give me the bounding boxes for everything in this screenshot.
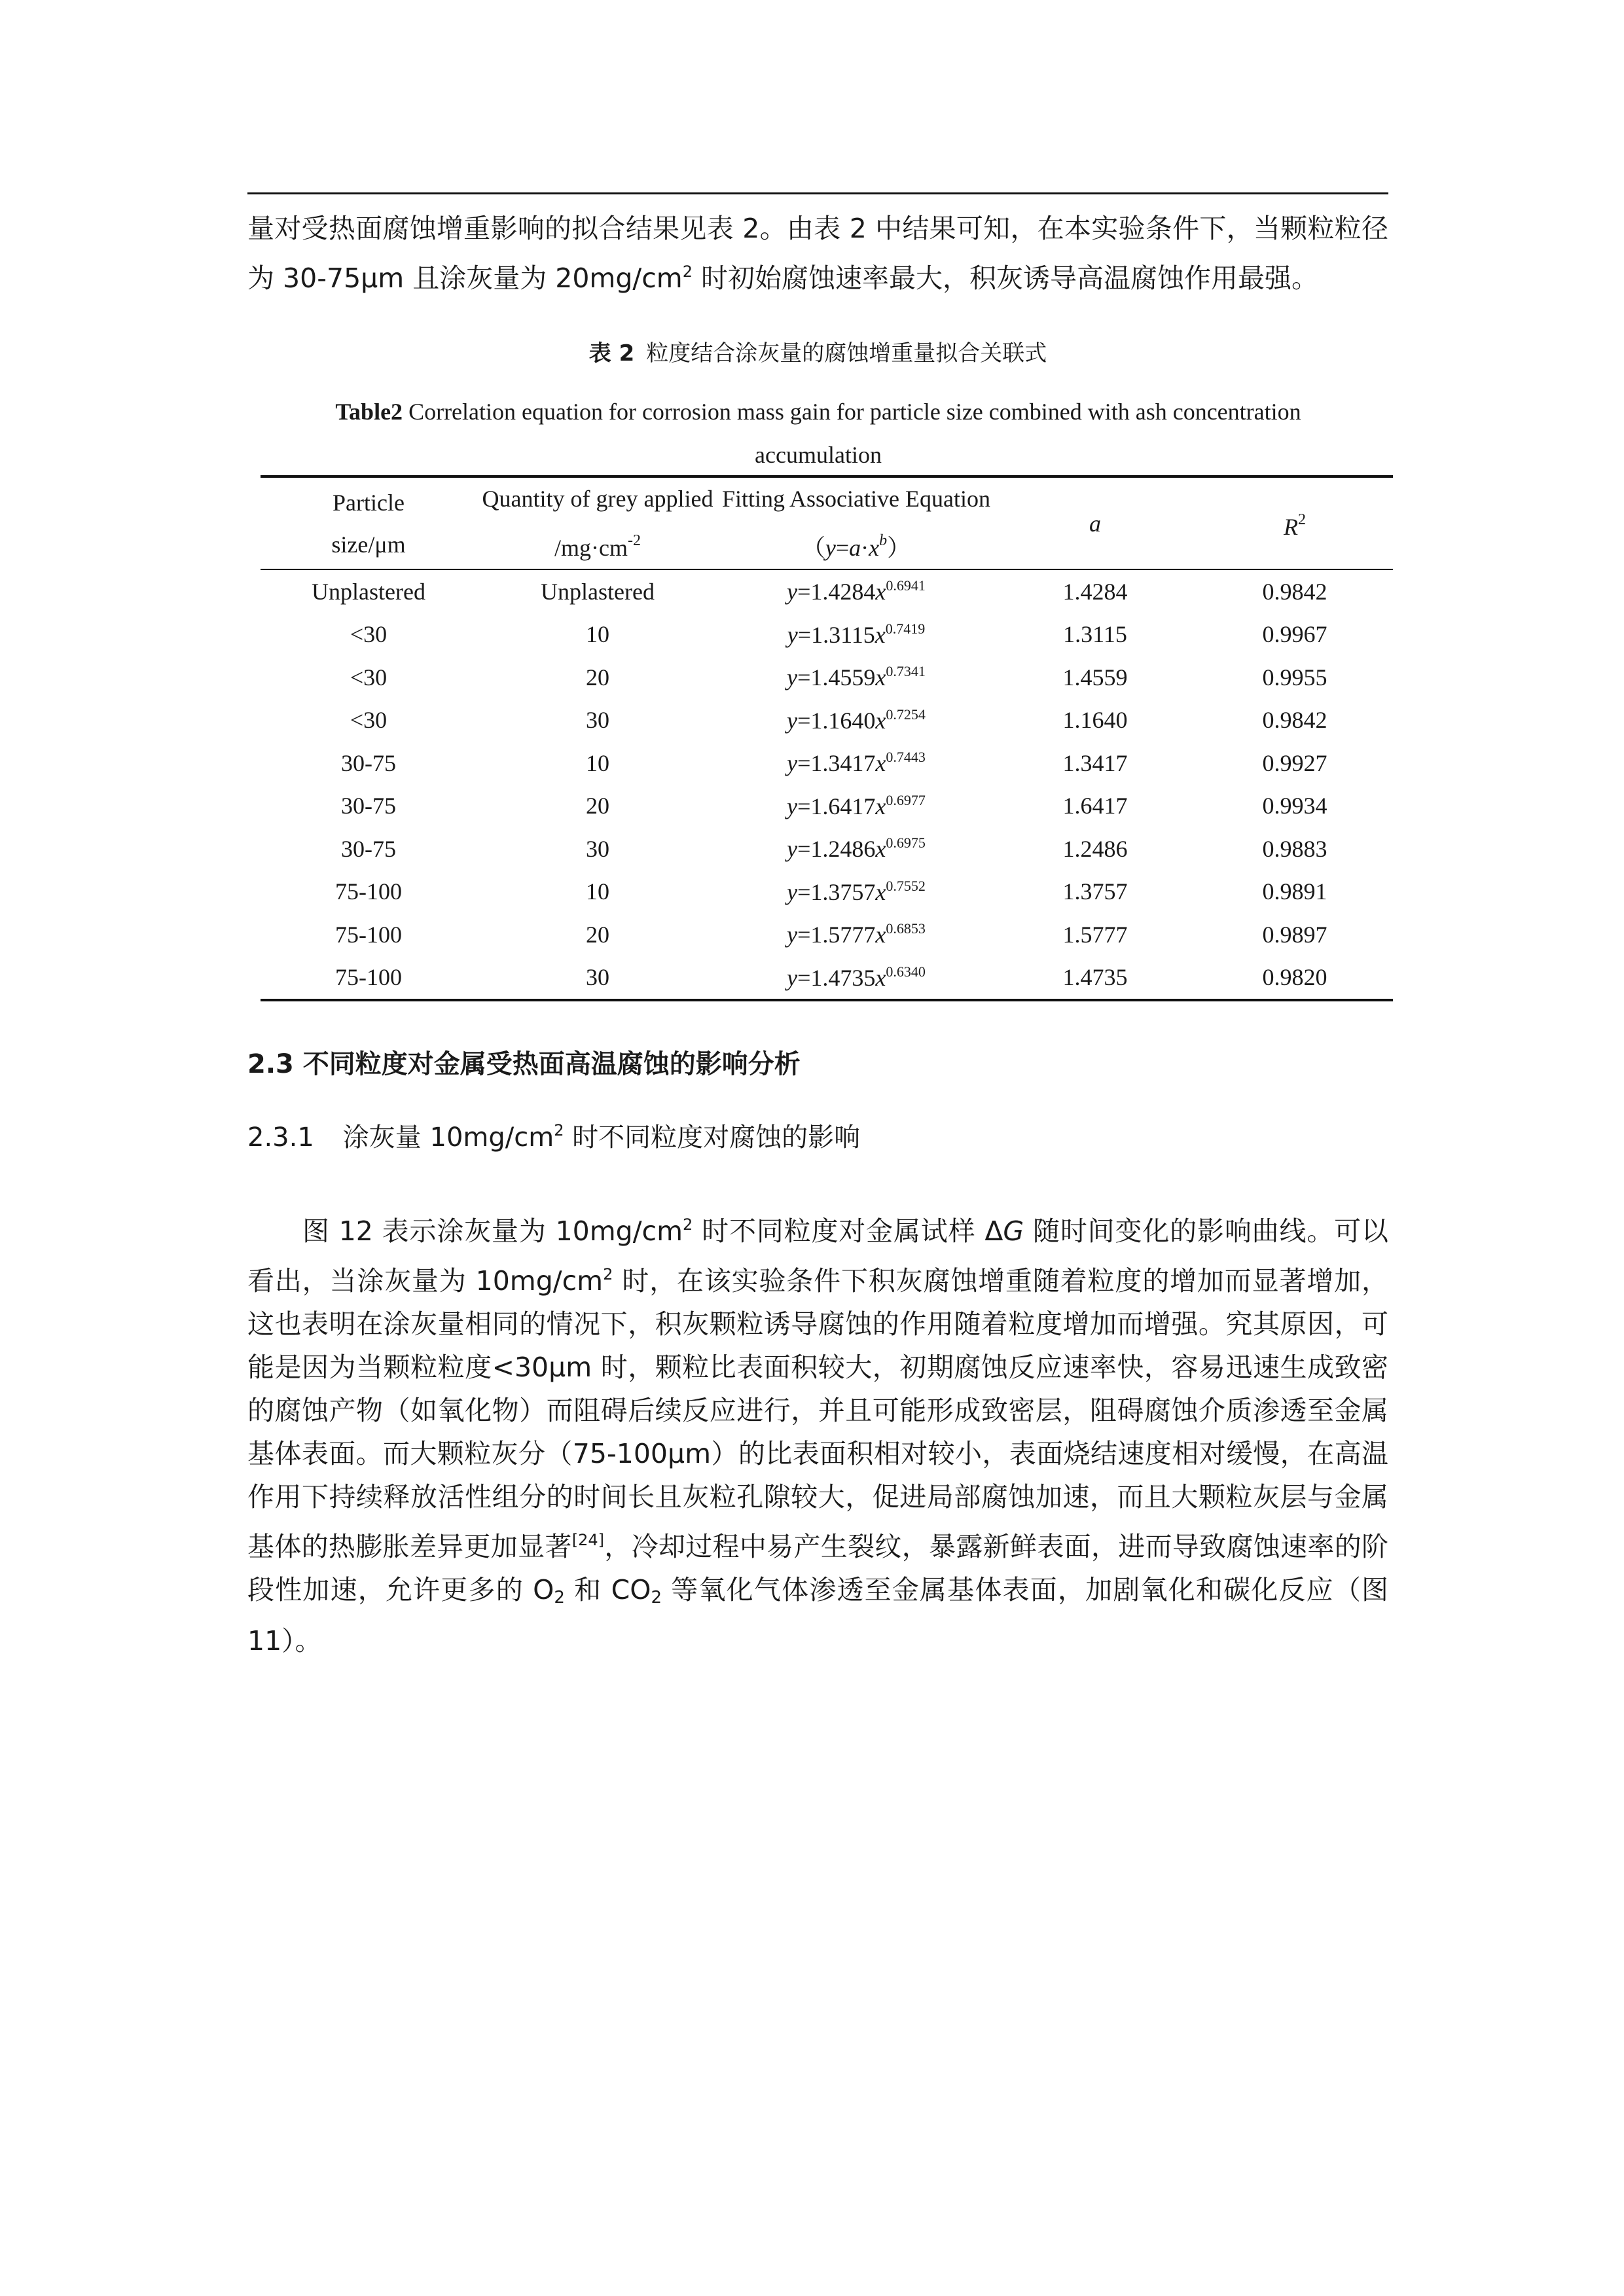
cell-particle-size: Unplastered <box>312 578 425 605</box>
cell-equation: $y=1.4284x^{0.6941}$ <box>787 577 926 605</box>
body-paragraph <box>247 1203 1388 1662</box>
cell-a: 1.6417 <box>1062 793 1128 819</box>
body-sup-1: 2 <box>683 1215 693 1234</box>
body-text-5: ，冷却过程中易产生裂纹，暴露新鲜表面，进而导致腐蚀速率的阶段性加速，允许更多的 O <box>247 1531 1389 1605</box>
cell-a: 1.2486 <box>1062 835 1128 862</box>
table-label-cn: 表 2 <box>588 340 635 367</box>
table-title-cn: 粒度结合涂灰量的腐蚀增重量拟合关联式 <box>646 340 1047 367</box>
body-text-7: 等氧化气体渗透至金属基体表面，加剧氧化和碳化反应（图 11）。 <box>247 1574 1389 1657</box>
table-row <box>261 656 1393 699</box>
cell-equation: $y=1.5777x^{0.6853}$ <box>787 920 926 948</box>
cell-r2: 0.9842 <box>1262 578 1327 605</box>
subsection-text-b: 时不同粒度对腐蚀的影响 <box>564 1122 861 1153</box>
cell-a: 1.5777 <box>1062 921 1128 948</box>
body-sub-co2: 2 <box>651 1588 662 1607</box>
cell-r2: 0.9891 <box>1262 878 1327 905</box>
table-caption-en <box>288 390 1348 476</box>
header-r2: $R^2$ <box>1197 476 1393 569</box>
table-title-en: Correlation equation for corrosion mass gain for particle size combined with ash concentration accumulation <box>403 399 1301 468</box>
cell-quantity: 30 <box>586 707 609 734</box>
cell-quantity: 10 <box>586 878 609 905</box>
table-header-row <box>261 476 1393 569</box>
cell-r2: 0.9934 <box>1262 793 1327 819</box>
subsection-number: 2.3.1 <box>247 1122 314 1153</box>
fit-table <box>261 475 1393 1001</box>
cell-equation: $y=1.4735x^{0.6340}$ <box>719 956 994 1001</box>
cell-a: 1.4559 <box>1062 664 1128 691</box>
cell-particle-size: 30-75 <box>341 793 396 819</box>
cell-a: 1.3757 <box>1062 878 1128 905</box>
section-title: 2.3 不同粒度对金属受热面高温腐蚀的影响分析 <box>247 1049 801 1079</box>
cell-particle-size: <30 <box>350 664 388 691</box>
table-row <box>261 913 1393 956</box>
cell-particle-size: 75-100 <box>261 956 477 1001</box>
subsection-sup: 2 <box>554 1121 564 1139</box>
cell-r2: 0.9955 <box>1262 664 1327 691</box>
subsection-title <box>247 1117 860 1154</box>
table-label-en: Table2 <box>335 399 403 425</box>
cell-equation: $y=1.2486x^{0.6975}$ <box>787 834 926 863</box>
cell-r2: 0.9842 <box>1262 707 1327 734</box>
body-delta-g: G <box>1003 1215 1024 1247</box>
body-text-4: 时，在该实验条件下积灰腐蚀增重随着粒度的增加而显著增加，这也表明在涂灰量相同的情况下，积灰颗粒诱导腐蚀的作用随着粒度增加而增强。究其原因，可能是因为当颗粒粒度<30μm 时，颗粒比表面积较大，初期腐蚀反应速率快，容易迅速生成致密的腐蚀产物（如氧化物）而阻碍后续反应进行，并且可能形成致密层，阻碍腐蚀介质渗透至金属基体表面。而大颗粒灰分（75-100μm）的比表面积相对较小，表面烧结速度相对缓慢，在高温作用下持续释放活性组分的时间长且灰粒孔隙较大，促进局部腐蚀加速，而且大颗粒灰层与金属基体的热膨胀差异更加显著 <box>247 1265 1388 1562</box>
cell-equation: $y=1.3417x^{0.7443}$ <box>787 749 926 777</box>
cell-particle-size: 75-100 <box>335 878 402 905</box>
cell-r2: 0.9883 <box>1262 835 1327 862</box>
table-row <box>261 870 1393 914</box>
body-citation[interactable]: [24] <box>571 1531 604 1549</box>
cell-quantity: 20 <box>586 793 609 819</box>
body-text-3: 随时间变化的影响曲线。可以看出，当涂灰量为 10mg/cm <box>247 1215 1388 1297</box>
cell-equation: $y=1.3115x^{0.7419}$ <box>787 620 926 648</box>
subsection-text-a: 涂灰量 10mg/cm <box>342 1122 554 1153</box>
intro-text-b: 时初始腐蚀速率最大，积灰诱导高温腐蚀作用最强。 <box>692 262 1319 294</box>
cell-r2: 0.9967 <box>1262 621 1327 648</box>
body-text-6: 和 CO <box>564 1574 651 1605</box>
cell-equation: $y=1.3757x^{0.7552}$ <box>787 877 926 905</box>
table-row <box>261 785 1393 828</box>
cell-r2: 0.9897 <box>1262 921 1327 948</box>
intro-text-a: 量对受热面腐蚀增重影响的拟合结果见表 2。由表 2 中结果可知，在本实验条件下，当颗粒粒径为 30-75μm 且涂灰量为 20mg/cm <box>247 213 1388 294</box>
cell-equation: $y=1.4559x^{0.7341}$ <box>787 663 926 691</box>
cell-r2: 0.9820 <box>1197 956 1393 1001</box>
cell-a: 1.4735 <box>994 956 1197 1001</box>
header-particle-size: Particle size/μm <box>261 476 477 569</box>
cell-quantity: 20 <box>586 664 609 691</box>
cell-quantity: 10 <box>586 749 609 776</box>
cell-particle-size: <30 <box>350 707 388 734</box>
intro-paragraph <box>247 207 1388 300</box>
header-quantity: Quantity of grey applied $/mg\cdot cm^{-2}$ <box>477 476 719 569</box>
header-a: a <box>994 476 1197 569</box>
body-text-2: 时不同粒度对金属试样 Δ <box>693 1215 1003 1247</box>
cell-particle-size: 75-100 <box>335 921 402 948</box>
cell-quantity: 30 <box>586 835 609 862</box>
header-equation: Fitting Associative Equation $(y=a\cdot x^b)$ <box>719 476 994 569</box>
header-rule <box>247 192 1388 194</box>
table-caption-cn <box>247 335 1388 367</box>
cell-quantity: 20 <box>586 921 609 948</box>
table-row <box>261 613 1393 656</box>
cell-quantity: Unplastered <box>541 578 655 605</box>
table-row <box>261 827 1393 870</box>
cell-equation: $y=1.1640x^{0.7254}$ <box>787 706 926 734</box>
table-row <box>261 569 1393 613</box>
cell-a: 1.1640 <box>1062 707 1128 734</box>
cell-particle-size: 30-75 <box>341 835 396 862</box>
cell-particle-size: 30-75 <box>341 749 396 776</box>
table-row <box>261 956 1393 1001</box>
body-text-1: 图 12 表示涂灰量为 10mg/cm <box>302 1215 683 1247</box>
table-row <box>261 699 1393 742</box>
fit-table-wrap <box>261 475 1393 1001</box>
cell-a: 1.3417 <box>1062 749 1128 776</box>
cell-particle-size: <30 <box>350 621 388 648</box>
cell-equation: $y=1.6417x^{0.6977}$ <box>787 791 926 819</box>
cell-r2: 0.9927 <box>1262 749 1327 776</box>
table-row <box>261 742 1393 785</box>
cell-a: 1.4284 <box>1062 578 1128 605</box>
table-body <box>261 569 1393 1000</box>
body-sub-o2: 2 <box>554 1588 565 1607</box>
cell-a: 1.3115 <box>1063 621 1127 648</box>
intro-sup: 2 <box>682 262 693 281</box>
cell-quantity: 10 <box>586 621 609 648</box>
body-sup-2: 2 <box>603 1265 613 1283</box>
cell-quantity: 30 <box>477 956 719 1001</box>
